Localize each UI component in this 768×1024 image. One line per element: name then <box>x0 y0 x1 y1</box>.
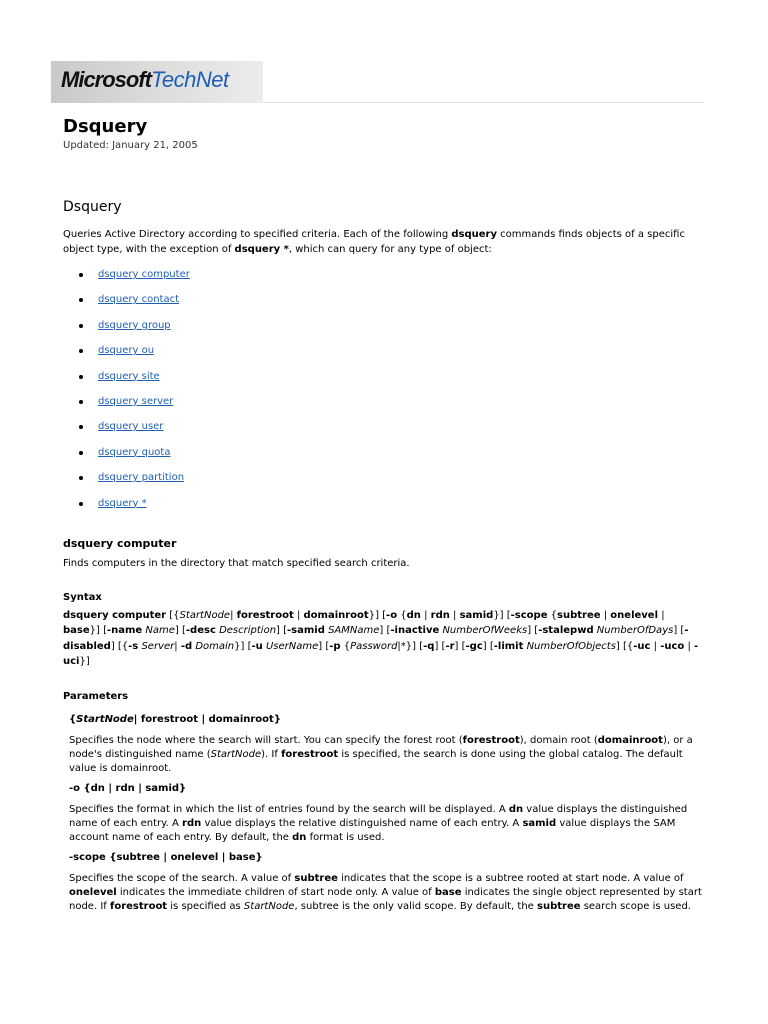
text-run: ] [{ <box>110 640 129 652</box>
intro-bold-dsquery-star: dsquery * <box>234 244 289 255</box>
text-run: -o {dn | rdn | samid} <box>69 782 187 794</box>
bold-term: samid <box>522 817 557 829</box>
italic-term: Name <box>145 625 175 637</box>
bold-term: dn <box>508 803 524 815</box>
text-run: }] [ <box>368 609 387 621</box>
text-run: | <box>658 609 665 621</box>
bold-term: -scope <box>510 609 548 621</box>
param-desc-o <box>63 803 703 845</box>
list-item <box>63 294 703 319</box>
section-title: Dsquery <box>63 199 122 215</box>
link-dsquery-site[interactable]: dsquery site <box>98 370 160 382</box>
text-run: -scope {subtree | onelevel | base} <box>69 851 263 863</box>
italic-term: StartNode <box>210 748 262 760</box>
link-dsquery-group[interactable]: dsquery group <box>98 319 171 331</box>
bold-term: -stalepwd <box>538 625 594 637</box>
bold-term: rdn <box>430 609 450 621</box>
italic-term: NumberOfObjects <box>526 640 616 652</box>
italic-term: SAMName <box>328 625 380 637</box>
bold-term: -p <box>329 640 341 652</box>
text-run: Specifies the node where the search will start. You can specify the forest root ( <box>69 734 463 746</box>
text-run: is specified as <box>167 900 244 912</box>
command-title: dsquery computer <box>63 536 177 550</box>
link-dsquery-contact[interactable]: dsquery contact <box>98 294 180 306</box>
link-dsquery-star[interactable]: dsquery * <box>98 497 147 509</box>
logo-wordmark <box>61 67 229 93</box>
parameters-heading: Parameters <box>63 690 129 702</box>
updated-date: Updated: January 21, 2005 <box>63 140 198 151</box>
italic-term: Domain <box>195 640 235 652</box>
text-run: ), domain root ( <box>519 734 598 746</box>
bold-term: onelevel <box>69 886 117 898</box>
text-run: ] [{ <box>615 640 634 652</box>
technet-logo[interactable] <box>51 61 263 103</box>
bold-term: domainroot <box>303 609 369 621</box>
text-run: ] [ <box>434 640 446 652</box>
text-run: | <box>684 640 695 652</box>
bold-term: -uco <box>660 640 685 652</box>
bold-term: -limit <box>493 640 524 652</box>
link-dsquery-server[interactable]: dsquery server <box>98 395 174 407</box>
bold-term: subtree <box>537 900 581 912</box>
list-item <box>63 345 703 370</box>
bold-term: -gc <box>465 640 483 652</box>
intro-bold-dsquery: dsquery <box>451 229 497 240</box>
bold-term: -name <box>106 625 143 637</box>
syntax-heading: Syntax <box>63 591 102 603</box>
text-run: }] [ <box>89 625 107 637</box>
text-run: | <box>174 640 181 652</box>
text-run: indicates that the scope is a subtree rooted at start node. A value of <box>337 872 684 884</box>
italic-term: Password <box>350 640 398 652</box>
list-item <box>63 472 703 497</box>
text-run: ] [ <box>673 625 685 637</box>
bold-term: dn <box>292 831 307 843</box>
list-item <box>63 421 703 446</box>
bold-term: -d <box>180 640 193 652</box>
italic-term: Server <box>141 640 175 652</box>
param-desc-startnode <box>63 734 703 776</box>
list-item <box>63 371 703 396</box>
text-run: is specified, the search is done using the global catalog. The default value is domainroot. <box>69 748 683 774</box>
text-run: | <box>600 609 611 621</box>
italic-term: StartNode <box>76 713 134 725</box>
page-title: Dsquery <box>63 116 148 137</box>
text-run: { <box>547 609 558 621</box>
text-run: ] [ <box>318 640 330 652</box>
italic-term: Description <box>219 625 277 637</box>
text-run: value displays the relative distinguished name of each entry. A <box>201 817 523 829</box>
bold-term: -s <box>128 640 139 652</box>
intro-paragraph <box>63 227 703 257</box>
text-run: ), or a node's distinguished name ( <box>69 734 693 760</box>
text-run: | <box>449 609 460 621</box>
text-run: ). If <box>261 748 282 760</box>
bold-term: base <box>63 625 90 637</box>
text-run: }] [ <box>493 609 511 621</box>
bold-term: forestroot <box>281 748 339 760</box>
text-run: { <box>397 609 407 621</box>
bold-term: dsquery computer <box>63 609 167 621</box>
syntax-block <box>63 608 703 670</box>
list-item <box>63 447 703 472</box>
list-item <box>63 320 703 345</box>
text-run: indicates the single object represented by start node. If <box>69 886 702 912</box>
bold-term: -u <box>251 640 263 652</box>
bold-term: forestroot <box>462 734 520 746</box>
logo-microsoft-text: Microsoft <box>61 67 151 92</box>
link-dsquery-user[interactable]: dsquery user <box>98 421 164 433</box>
bold-term: subtree <box>294 872 338 884</box>
param-desc-scope <box>63 872 703 914</box>
text-run: ] [ <box>482 640 494 652</box>
bold-term: samid <box>459 609 494 621</box>
text-run: format is used. <box>306 831 385 843</box>
param-name-scope <box>63 851 703 864</box>
bold-term: subtree <box>557 609 601 621</box>
article <box>63 116 703 914</box>
link-dsquery-partition[interactable]: dsquery partition <box>98 472 185 484</box>
param-name-o <box>63 782 703 795</box>
text-run: indicates the immediate children of start node only. A value of <box>116 886 435 898</box>
bold-term: onelevel <box>610 609 659 621</box>
text-run: ] [ <box>276 625 288 637</box>
text-run: value displays the SAM account name of each entry. By default, the <box>69 817 676 843</box>
bold-term: -disabled <box>63 625 689 652</box>
text-run: | <box>293 609 304 621</box>
text-run: |*}] [ <box>397 640 424 652</box>
list-item <box>63 269 703 294</box>
bold-term: -uc <box>633 640 651 652</box>
bold-term: -q <box>423 640 435 652</box>
text-run: Specifies the scope of the search. A value of <box>69 872 295 884</box>
text-run: ] [ <box>454 640 466 652</box>
bold-term: forestroot <box>236 609 294 621</box>
text-run: search scope is used. <box>580 900 691 912</box>
bold-term: -r <box>445 640 455 652</box>
command-description: Finds computers in the directory that match specified search criteria. <box>63 557 410 569</box>
text-run: | <box>420 609 431 621</box>
text-run: [{ <box>166 609 180 621</box>
bold-term: -o <box>386 609 398 621</box>
bold-term: dn <box>406 609 421 621</box>
bold-term: domainroot <box>597 734 663 746</box>
link-dsquery-computer[interactable]: dsquery computer <box>98 269 190 280</box>
link-dsquery-quota[interactable]: dsquery quota <box>98 446 171 458</box>
text-run: }] [ <box>234 640 252 652</box>
text-run: | <box>230 609 237 621</box>
italic-term: StartNode <box>243 900 295 912</box>
bold-term: rdn <box>182 817 202 829</box>
text-run: ] [ <box>527 625 539 637</box>
text-run: { <box>340 640 351 652</box>
italic-term: NumberOfDays <box>596 625 674 637</box>
italic-term: UserName <box>265 640 319 652</box>
text-run: value displays the distinguished name of each entry. A <box>69 803 688 829</box>
text-run: Specifies the format in which the list of entries found by the search will be displayed. A <box>69 803 509 815</box>
italic-term: StartNode <box>179 609 231 621</box>
list-item <box>63 396 703 421</box>
bold-term: -desc <box>185 625 216 637</box>
text-run: { <box>69 713 77 725</box>
text-run: }] <box>79 656 90 668</box>
bold-term: base <box>434 886 462 898</box>
intro-text-3: , which can query for any type of object: <box>288 244 492 255</box>
text-run: | <box>650 640 661 652</box>
bold-term: -inactive <box>390 625 440 637</box>
bold-term: forestroot <box>109 900 168 912</box>
intro-text-2: commands finds objects of a specific object type, with the exception of <box>63 229 685 255</box>
param-name-startnode <box>63 713 703 726</box>
intro-text-1: Queries Active Directory according to specified criteria. Each of the following <box>63 229 452 240</box>
italic-term: NumberOfWeeks <box>442 625 528 637</box>
text-run: ] [ <box>379 625 391 637</box>
link-dsquery-ou[interactable]: dsquery ou <box>98 345 155 357</box>
text-run: , subtree is the only valid scope. By default, the <box>294 900 537 912</box>
text-run: ] [ <box>174 625 186 637</box>
list-item <box>63 498 703 523</box>
logo-technet-text: TechNet <box>151 67 229 92</box>
text-run: | forestroot | domainroot} <box>133 713 281 725</box>
header-divider <box>263 102 704 103</box>
bold-term: -uci <box>63 640 699 668</box>
command-link-list <box>63 269 703 523</box>
bold-term: -samid <box>287 625 325 637</box>
